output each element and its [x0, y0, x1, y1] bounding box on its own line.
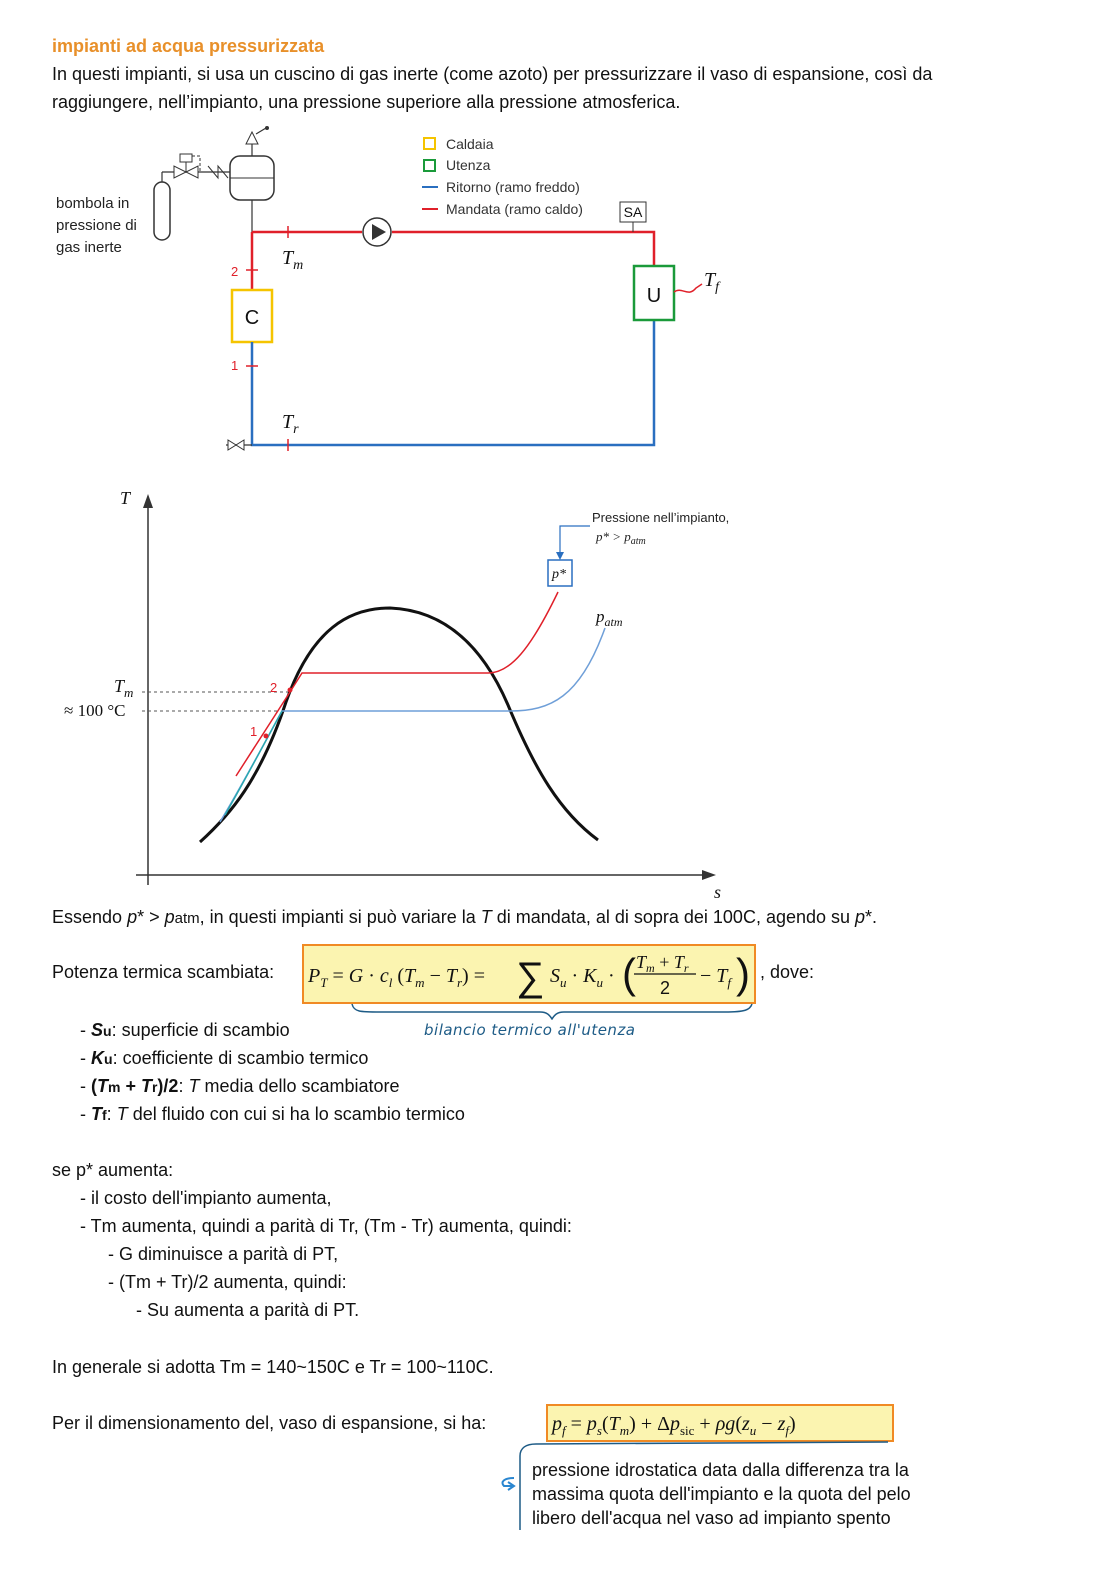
svg-text:Tm	[114, 676, 133, 700]
def-su: - Su: superficie di scambio	[80, 1020, 290, 1040]
power-formula	[302, 944, 756, 1004]
vaso-formula-svg	[548, 1406, 892, 1440]
svg-text:Tr	[282, 411, 299, 437]
se-item-1: - il costo dell'impianto aumenta,	[80, 1188, 332, 1208]
point-1-label: 1	[231, 358, 239, 373]
sa-label: SA	[623, 204, 643, 220]
def-tf: - Tf: T del fluido con cui si ha lo scambio termico	[80, 1104, 465, 1124]
pstar-isobar	[236, 592, 558, 776]
vaso-formula	[546, 1404, 894, 1442]
legend-utenza: Utenza	[446, 157, 491, 173]
tf-sub: f	[715, 280, 720, 295]
return-line	[252, 320, 654, 445]
page-title: impianti ad acqua pressurizzata	[52, 36, 325, 56]
svg-text:− Tf: − $T_f$	[700, 965, 732, 990]
svg-text:Tf	[704, 269, 721, 295]
ts-tm-label: T	[114, 676, 125, 696]
boiler-label: C	[244, 307, 260, 329]
pressure-ineq: p* > p	[596, 529, 631, 544]
ts-tm-sub: m	[124, 685, 134, 700]
x-axis-label: s	[714, 882, 722, 902]
tr-label: T	[282, 411, 294, 433]
tf-label: T	[704, 269, 716, 291]
svg-text:2: 2	[660, 978, 671, 998]
ts-diagram	[60, 480, 750, 905]
bombola-line-1: bombola in	[56, 195, 130, 212]
svg-text:p* > patm	[595, 529, 646, 547]
svg-text:Su · Ku ·: $S_u \cdot K_u$ ·	[550, 965, 615, 990]
se-item-2: - Tm aumenta, quindi a parità di Tr, (Tm - Tr) aumenta, quindi:	[80, 1216, 572, 1236]
power-formula-svg	[304, 946, 754, 1002]
gas-cylinder	[154, 182, 170, 240]
svg-text:patm	[595, 607, 623, 629]
vaso-note-2: massima quota dell'impianto e la quota del pelo	[532, 1484, 911, 1504]
user-label: U	[646, 285, 662, 307]
def-ku: - Ku: coefficiente di scambio termico	[80, 1048, 369, 1068]
patm-label: p	[596, 607, 605, 626]
legend-caldaia: Caldaia	[446, 136, 494, 152]
vaso-label: Per il dimensionamento del, vaso di espansione, si ha:	[52, 1413, 487, 1433]
ts-point-2: 2	[270, 680, 278, 695]
plant-schematic	[40, 120, 760, 465]
vaso-note-3: libero dell'acqua nel vaso ad impianto spento	[532, 1508, 891, 1528]
handwritten-brace	[350, 1002, 755, 1020]
legend-ritorno: Ritorno (ramo freddo)	[446, 179, 580, 195]
intro-line-1: In questi impianti, si usa un cuscino di gas inerte (come azoto) per pressurizzare il vaso di espansione, così da	[52, 64, 933, 84]
def-tmean: - (Tm + Tr)/2: T media dello scambiatore	[80, 1076, 400, 1096]
approx-100-label: ≈ 100 °C	[64, 701, 126, 720]
potenza-after: , dove:	[760, 962, 815, 982]
svg-text:∑: ∑	[516, 955, 545, 999]
bombola-line-3: gas inerte	[56, 239, 122, 256]
pstar-label: p*	[552, 567, 566, 582]
legend-mandata: Mandata (ramo caldo)	[446, 201, 583, 217]
generale-sentence: In generale si adotta Tm = 140~150C e Tr = 100~110C.	[52, 1357, 494, 1377]
se-item-5: - Su aumenta a parità di PT.	[136, 1300, 360, 1320]
vaso-note-1: pressione idrostatica data dalla differenza tra la	[532, 1460, 909, 1480]
ts-point-1: 1	[250, 724, 258, 739]
tr-sub: r	[293, 422, 299, 437]
intro-line-2: raggiungere, nell’impianto, una pressione superiore alla pressione atmosferica.	[52, 92, 681, 112]
handwritten-note: bilancio termico all'utenza	[424, 1021, 636, 1039]
pressure-note: Pressione nell’impianto,	[592, 510, 730, 525]
essendo-sentence: Essendo p* > patm, in questi impianti si può variare la T di mandata, al di sopra dei 100C, agendo su p*.	[52, 907, 878, 927]
saturation-dome	[200, 608, 598, 842]
y-axis-label: T	[120, 488, 131, 508]
svg-text:Tm	[282, 247, 303, 273]
svg-text:): )	[736, 950, 750, 997]
tm-label: T	[282, 247, 294, 269]
potenza-label: Potenza termica scambiata:	[52, 962, 275, 982]
svg-text:Tm + Tr: $T_m + T_r$	[636, 952, 689, 975]
svg-text:pf = ps(Tm) + Δpsic + ρg(zu −: $p_f = p_s(T_m) + \Delta p_{sic} + \rho g(z_u - z_f)$	[552, 1413, 796, 1438]
tm-sub: m	[293, 258, 304, 273]
point-2-label: 2	[231, 264, 239, 279]
se-item-3: - G diminuisce a parità di PT,	[108, 1244, 339, 1264]
se-item-4: - (Tm + Tr)/2 aumenta, quindi:	[108, 1272, 347, 1292]
patm-sub: atm	[604, 615, 623, 629]
bombola-line-2: pressione di	[56, 217, 137, 234]
svg-text:(: (	[622, 950, 636, 997]
svg-text:PT = G · cl (Tm − Tr) =: $P_T = G \cdot c_l$ $(T_m - T_r)$ =	[308, 965, 485, 990]
se-head: se p* aumenta:	[52, 1160, 174, 1180]
pressure-ineq-sub: atm	[630, 536, 646, 547]
